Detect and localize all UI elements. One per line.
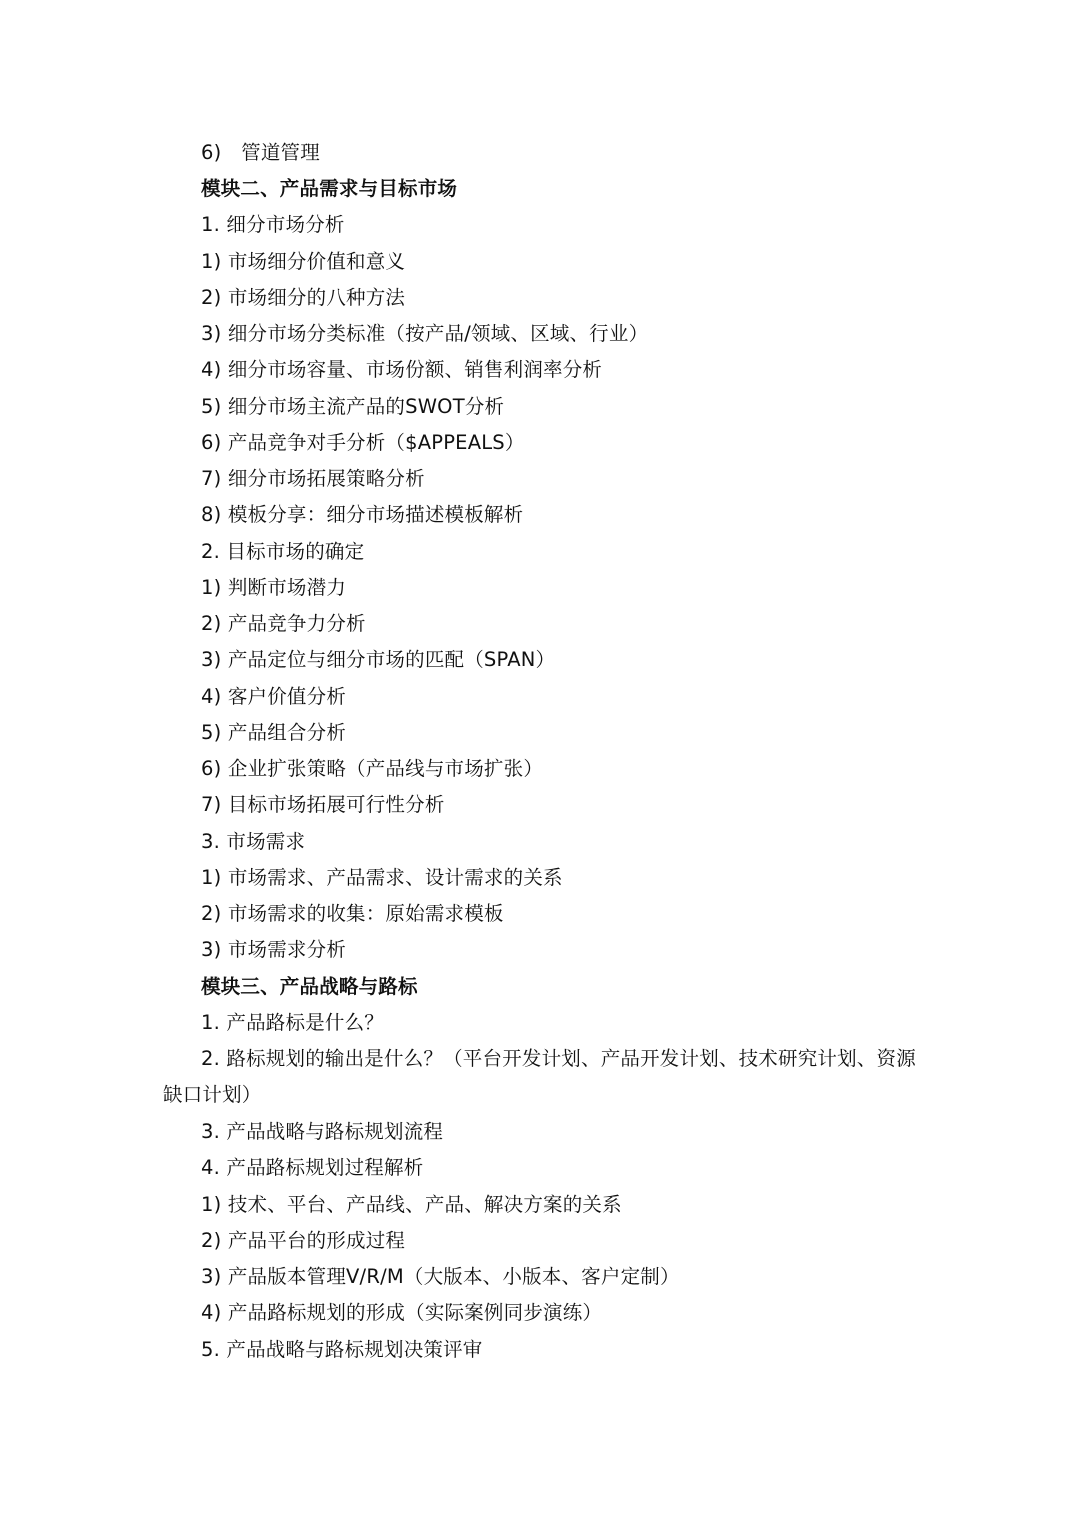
list-item: 5. 产品战略与路标规划决策评审 xyxy=(201,1338,483,1361)
list-item: 4) 产品路标规划的形成（实际案例同步演练） xyxy=(201,1301,603,1324)
list-item: 3) 市场需求分析 xyxy=(201,938,347,961)
list-item: 7) 目标市场拓展可行性分析 xyxy=(201,793,445,816)
list-item: 1) 市场需求、产品需求、设计需求的关系 xyxy=(201,866,563,889)
list-item: 4) 客户价值分析 xyxy=(201,685,347,708)
list-item: 8) 模板分享：细分市场描述模板解析 xyxy=(201,503,524,526)
section-heading: 模块三、产品战略与路标 xyxy=(201,975,418,998)
list-item: 1) 技术、平台、产品线、产品、解决方案的关系 xyxy=(201,1193,622,1216)
list-item: 1) 判断市场潜力 xyxy=(201,576,347,599)
list-item: 5) 细分市场主流产品的SWOT分析 xyxy=(201,395,505,418)
list-item: 3) 产品定位与细分市场的匹配（SPAN） xyxy=(201,648,556,671)
list-item: 3. 产品战略与路标规划流程 xyxy=(201,1120,444,1143)
list-item: 6) 企业扩张策略（产品线与市场扩张） xyxy=(201,757,544,780)
wrapped-list-item: 2. 路标规划的输出是什么？（平台开发计划、产品开发计划、技术研究计划、资源缺口计划） xyxy=(163,1047,916,1107)
list-item: 4) 细分市场容量、市场份额、销售利润率分析 xyxy=(201,358,603,381)
list-item: 3. 市场需求 xyxy=(201,830,306,853)
list-item: 3) 产品版本管理V/R/M（大版本、小版本、客户定制） xyxy=(201,1265,680,1288)
list-item: 1. 细分市场分析 xyxy=(201,213,345,236)
list-item: 2) 市场细分的八种方法 xyxy=(201,286,406,309)
list-item: 1. 产品路标是什么？ xyxy=(201,1011,385,1034)
list-item: 2. 目标市场的确定 xyxy=(201,540,365,563)
list-item: 6) 产品竞争对手分析（$APPEALS） xyxy=(201,431,525,454)
list-item: 1) 市场细分价值和意义 xyxy=(201,250,406,273)
list-item: 3) 细分市场分类标准（按产品/领域、区域、行业） xyxy=(201,322,649,345)
list-item: 2) 产品平台的形成过程 xyxy=(201,1229,406,1252)
list-item: 2) 市场需求的收集：原始需求模板 xyxy=(201,902,504,925)
list-item: 7) 细分市场拓展策略分析 xyxy=(201,467,425,490)
list-item: 6) 管道管理 xyxy=(201,141,320,164)
list-item: 5) 产品组合分析 xyxy=(201,721,347,744)
list-item: 4. 产品路标规划过程解析 xyxy=(201,1156,424,1179)
list-item: 2) 产品竞争力分析 xyxy=(201,612,366,635)
section-heading: 模块二、产品需求与目标市场 xyxy=(201,177,458,200)
